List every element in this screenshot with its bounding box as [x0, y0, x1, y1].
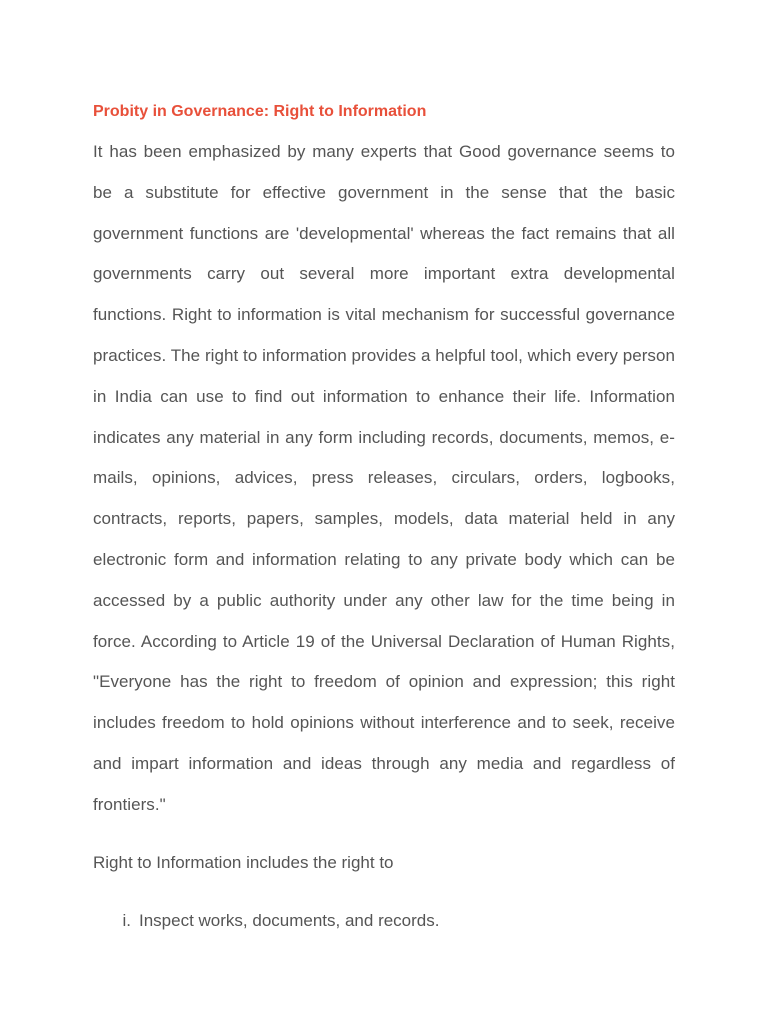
list-item-marker: i. — [122, 910, 131, 930]
list-item-text: Inspect works, documents, and records. — [139, 910, 440, 930]
document-heading: Probity in Governance: Right to Information — [93, 103, 427, 120]
body-paragraph: It has been emphasized by many experts that Good governance seems to be a substitute for effective government in the sense that the basic government functions are 'developmental' whereas the fact remains that all governments carry out several more important extra developmental functions. Right to information is vital mechanism for successful governance practices. The right to information provides a helpful tool, which every person in India can use to find out information to enhance their life. Information indicates any material in any form including records, documents, memos, e-mails, opinions, advices, press releases, circulars, orders, logbooks, contracts, reports, papers, samples, models, data material held in any electronic form and information relating to any private body which can be accessed by a public authority under any other law for the time being in force. According to Article 19 of the Universal Declaration of Human Rights, "Everyone has the right to freedom of opinion and expression; this right includes freedom to hold opinions without interference and to seek, receive and impart information and ideas through any media and regardless of frontiers." — [93, 142, 675, 814]
document-page — [93, 98, 675, 941]
list-intro-text: Right to Information includes the right to — [93, 852, 394, 872]
list-item — [93, 901, 675, 941]
rights-list — [93, 901, 675, 941]
